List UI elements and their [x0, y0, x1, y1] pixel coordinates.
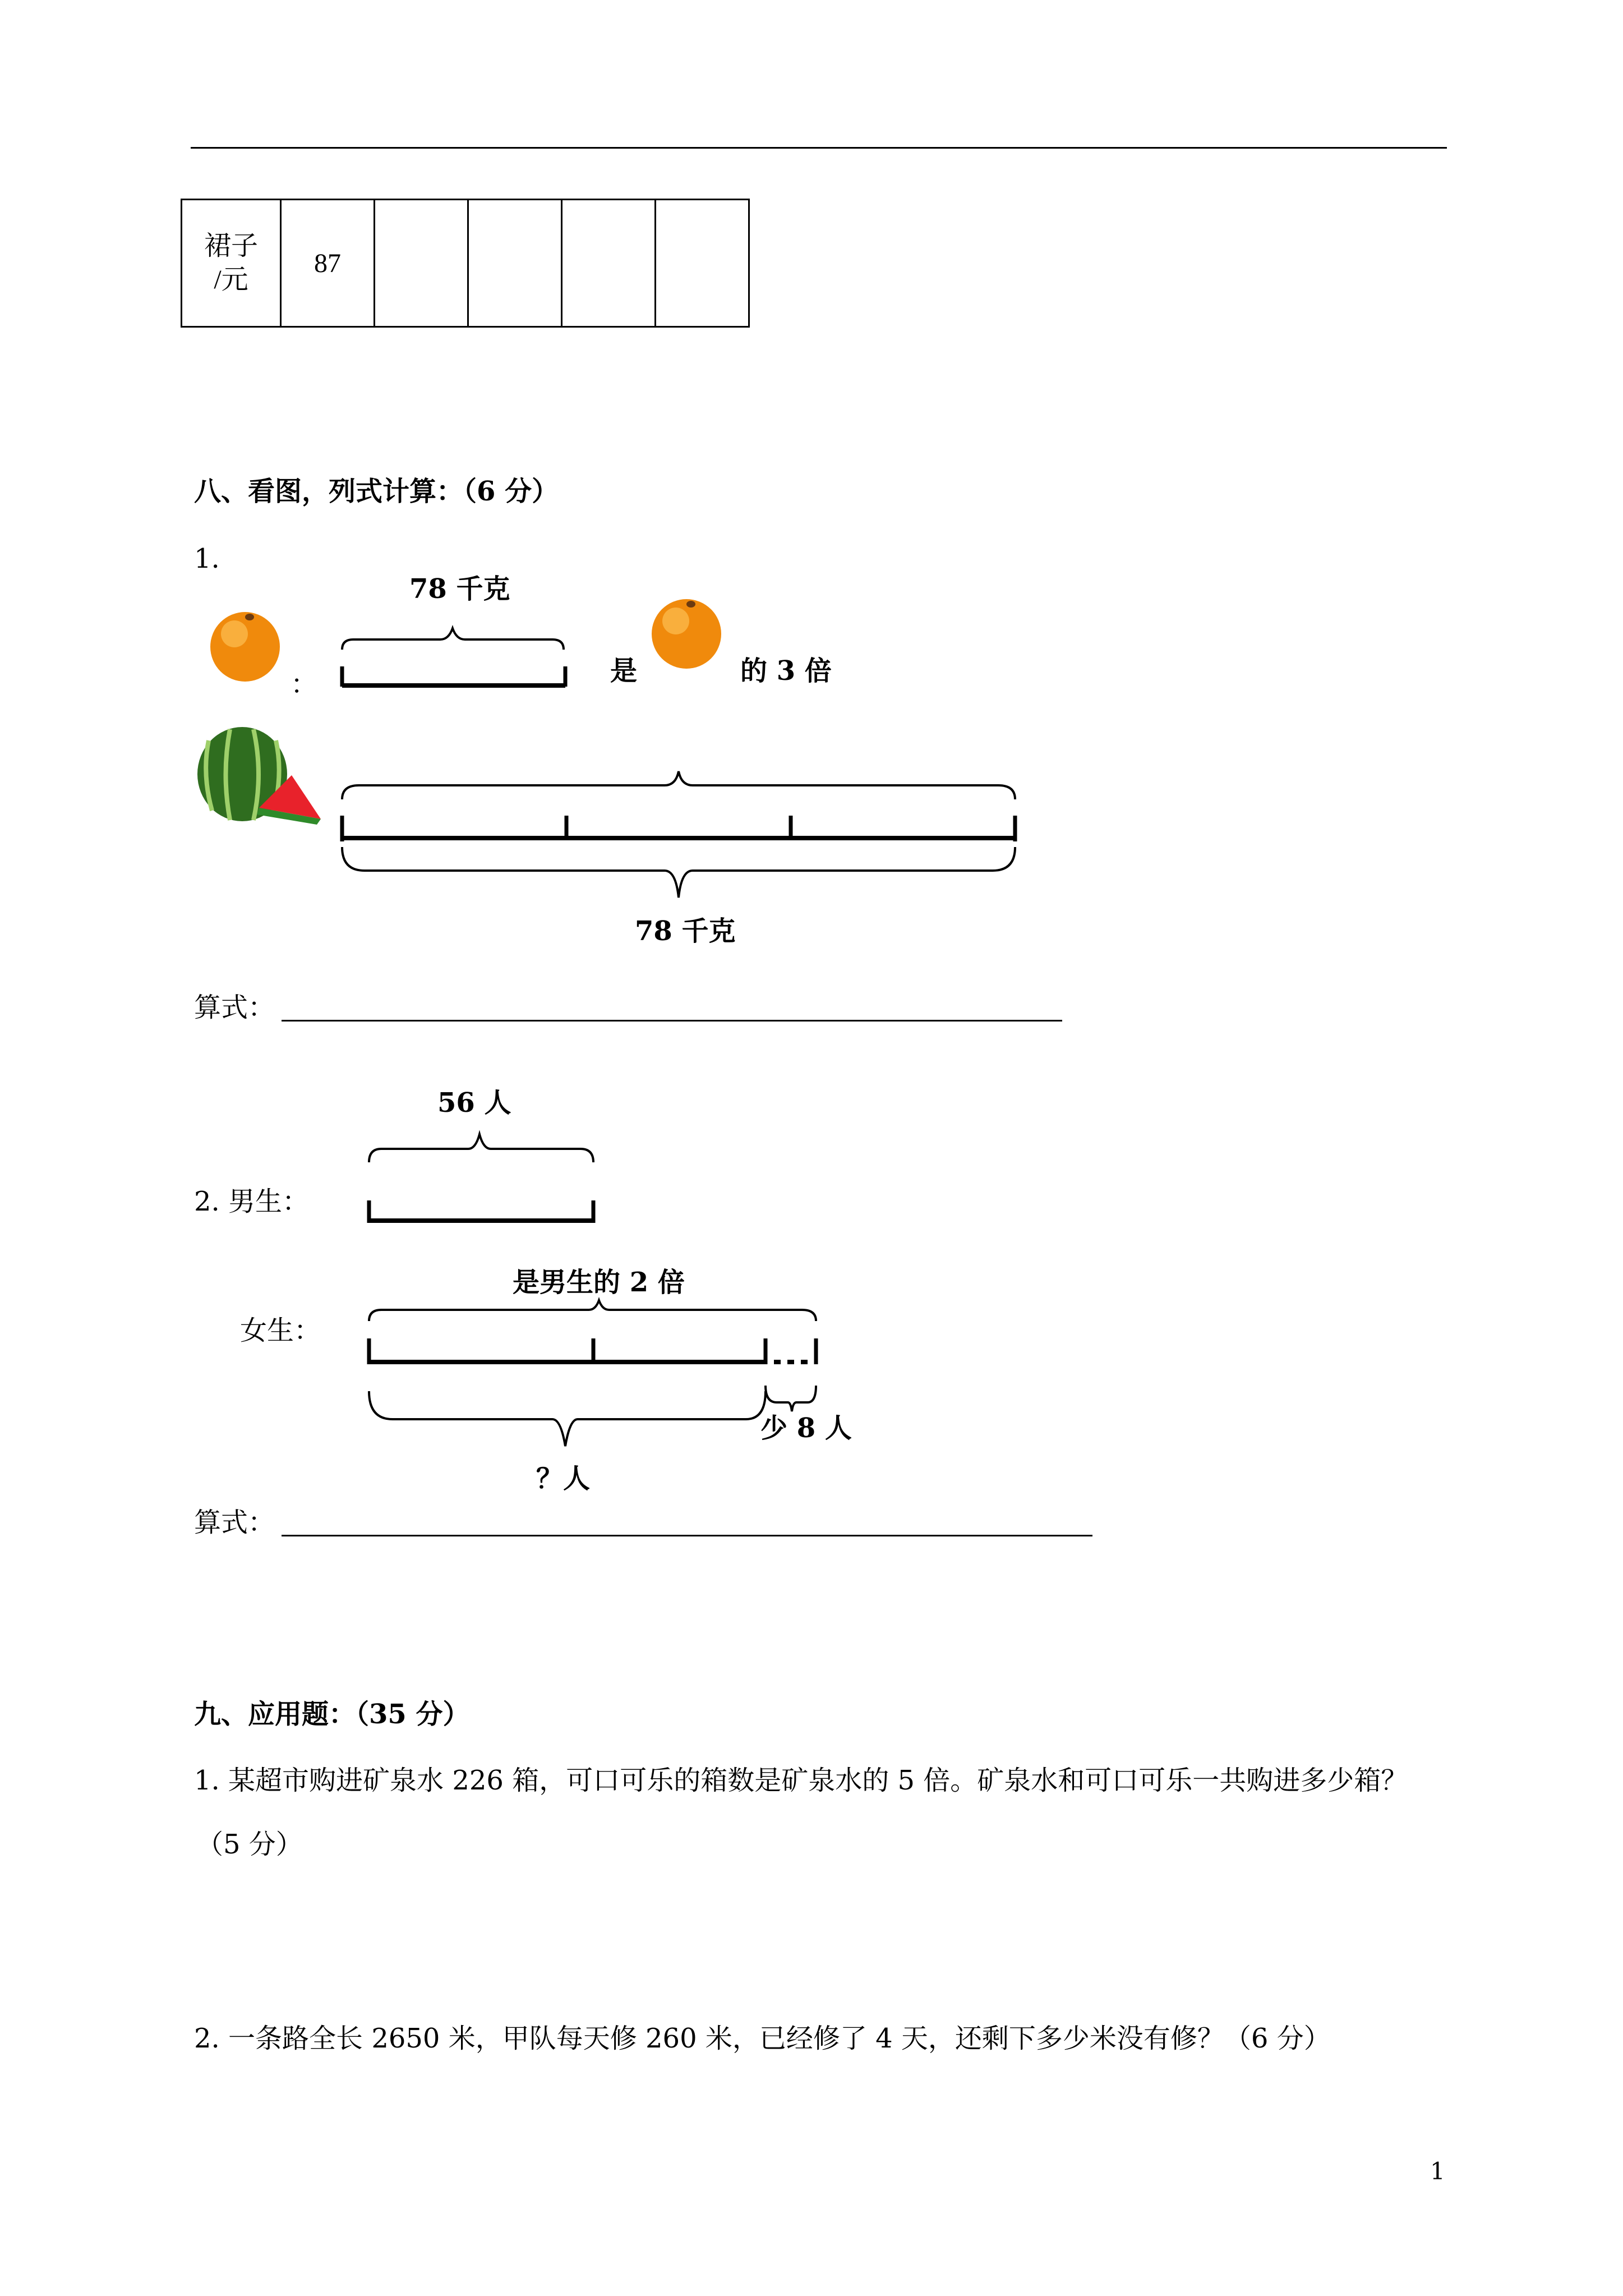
- q1-formula-label: 算式：: [194, 992, 275, 1023]
- q1-colon: ：: [291, 669, 318, 700]
- q2-formula-label: 算式：: [194, 1507, 275, 1538]
- section9-q1-line2: （5 分）: [196, 1829, 303, 1860]
- section8-title: 八、看图，列式计算：（6 分）: [194, 476, 559, 507]
- q1-answer-line[interactable]: [282, 1020, 1062, 1022]
- page-number: 1: [1430, 2157, 1445, 2185]
- q2-top-label: 56 人: [437, 1087, 511, 1119]
- q2-question-label: ？人: [536, 1463, 591, 1494]
- watermelon-icon: [197, 727, 321, 825]
- section9-title: 九、应用题：（35 分）: [194, 1699, 470, 1730]
- pear-icon: [652, 599, 721, 669]
- table-header-line2: /元: [214, 265, 248, 295]
- section9-q1-line1: 1. 某超市购进矿泉水 226 箱，可口可乐的箱数是矿泉水的 5 倍。矿泉水和可口可乐一共购进多少箱？: [194, 1765, 1408, 1796]
- q2-girls-top-label: 是男生的 2 倍: [513, 1267, 685, 1298]
- q1-is-text: 是: [610, 655, 638, 687]
- table-value-cell: 87: [281, 200, 375, 327]
- table-header-line1: 裙子: [204, 231, 258, 261]
- q2-boys-label: 2. 男生：: [194, 1186, 310, 1217]
- q1-bottom-label: 78 千克: [635, 915, 736, 947]
- q1-number: 1.: [194, 543, 220, 574]
- pear-icon: [210, 612, 280, 682]
- q2-girls-label: 女生：: [240, 1315, 321, 1346]
- q1-top-label: 78 千克: [409, 573, 510, 605]
- q2-answer-line[interactable]: [282, 1535, 1092, 1536]
- q2-less-label: 少 8 人: [760, 1412, 852, 1444]
- section9-q2-line1: 2. 一条路全长 2650 米，甲队每天修 260 米，已经修了 4 天，还剩下多少米没有修？（6 分）: [194, 2023, 1331, 2054]
- q1-times-text: 的 3 倍: [740, 655, 832, 687]
